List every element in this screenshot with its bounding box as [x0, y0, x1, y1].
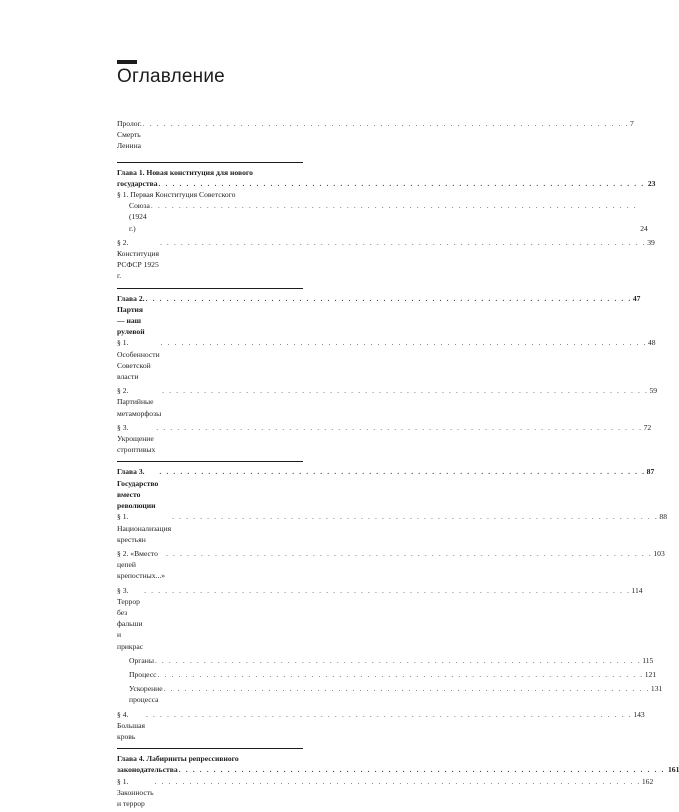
toc-section-3-4[interactable] — [117, 709, 645, 743]
toc-section-4-1[interactable] — [117, 776, 654, 810]
toc-entry-label: § 1. Законность и террор — [117, 776, 154, 808]
dot-leader — [166, 548, 652, 559]
dot-leader — [172, 511, 658, 522]
toc-entry-label: § 2. Партийные метаморфозы — [117, 386, 162, 418]
toc-subsection-3-3-2[interactable] — [117, 669, 657, 680]
toc-page-number: 24 — [640, 223, 648, 233]
dot-leader — [151, 200, 637, 211]
toc-entry-label: § 1. Национализация крестьян — [117, 512, 172, 544]
dot-leader — [157, 669, 643, 680]
toc-entry-label: § 3. Террор без фальши и прикрас — [117, 585, 144, 651]
title-accent-bar — [117, 60, 137, 64]
toc-section-1-1[interactable] — [117, 189, 648, 234]
toc-page-number: 48 — [647, 338, 656, 348]
toc-page-number: 23 — [647, 178, 656, 188]
chapter-title-line: Глава 1. Новая конституция для нового — [117, 167, 253, 177]
toc-page-number: 103 — [653, 548, 665, 558]
toc-entry-label: Ускорение процесса — [129, 684, 163, 705]
dot-leader — [144, 585, 630, 596]
dot-leader — [159, 178, 645, 189]
toc-entry-label: § 4. Большая кровь — [117, 709, 146, 741]
toc-section-3-1[interactable] — [117, 511, 668, 545]
toc-page-number: 114 — [631, 585, 643, 595]
toc-chapter-2[interactable] — [117, 288, 641, 338]
toc-section-2-3[interactable] — [117, 422, 652, 456]
toc-chapter-4[interactable] — [117, 748, 679, 775]
toc-entry-label: § 2. «Вместо цепей крепостных...» — [117, 548, 166, 581]
chapter-title-line: законодательства — [117, 765, 178, 775]
toc-page-number: 161 — [668, 765, 679, 775]
toc-entry-label: Процесс — [129, 669, 157, 679]
dot-leader — [155, 776, 641, 787]
dot-leader — [179, 764, 665, 775]
section-title-line: § 1. Первая Конституция Советского — [117, 190, 236, 200]
toc-page-number: 87 — [646, 467, 655, 477]
toc-section-2-2[interactable] — [117, 385, 658, 419]
chapter-title: Глава 2. Партия — наш рулевой — [117, 293, 145, 337]
dot-leader — [162, 385, 648, 396]
table-of-contents — [117, 118, 679, 812]
toc-page-number: 131 — [650, 684, 663, 694]
toc-entry-label: Пролог. Смерть Ленина — [117, 119, 142, 151]
toc-page-number: 121 — [644, 669, 657, 679]
toc-entry-label: Органы — [129, 655, 154, 665]
toc-page-number: 162 — [641, 776, 654, 786]
section-title-line: Союза (1924 г.) — [129, 201, 150, 233]
dot-leader — [146, 293, 632, 304]
toc-entry-label: § 3. Укрощение строптивых — [117, 422, 156, 455]
dot-leader — [156, 422, 642, 433]
toc-section-1-2[interactable] — [117, 237, 655, 282]
chapter-title-line: государства — [117, 178, 158, 188]
dot-leader — [161, 337, 647, 348]
toc-page-number: 72 — [643, 422, 652, 432]
dot-leader — [160, 237, 646, 248]
toc-page-number: 39 — [647, 237, 655, 247]
toc-page-number: 143 — [633, 709, 645, 719]
toc-chapter-1[interactable] — [117, 162, 656, 189]
toc-page-number: 88 — [659, 512, 668, 522]
dot-leader — [143, 118, 629, 129]
toc-subsection-3-3-1[interactable] — [117, 655, 654, 666]
toc-page-number: 7 — [630, 119, 634, 128]
toc-page-number: 47 — [632, 293, 641, 303]
toc-page-number: 115 — [642, 655, 654, 665]
toc-chapter-3[interactable] — [117, 461, 655, 511]
toc-section-2-1[interactable] — [117, 337, 656, 382]
page-title: Оглавление — [117, 66, 225, 87]
chapter-title-line: Глава 4. Лабиринты репрессивного — [117, 754, 239, 764]
toc-entry-label: § 2. Конституция РСФСР 1925 г. — [117, 237, 159, 281]
dot-leader — [159, 466, 645, 477]
toc-section-3-3[interactable] — [117, 585, 643, 652]
toc-entry-prologue[interactable] — [117, 118, 634, 152]
dot-leader — [146, 709, 632, 720]
toc-page-number: 59 — [649, 386, 658, 396]
chapter-title: Глава 3. Государство вместо революции — [117, 467, 159, 511]
toc-subsection-3-3-3[interactable] — [117, 683, 663, 705]
dot-leader — [155, 655, 641, 666]
dot-leader — [164, 683, 650, 694]
toc-section-3-2[interactable] — [117, 548, 665, 582]
toc-entry-label: § 1. Особенности Советской власти — [117, 338, 160, 382]
